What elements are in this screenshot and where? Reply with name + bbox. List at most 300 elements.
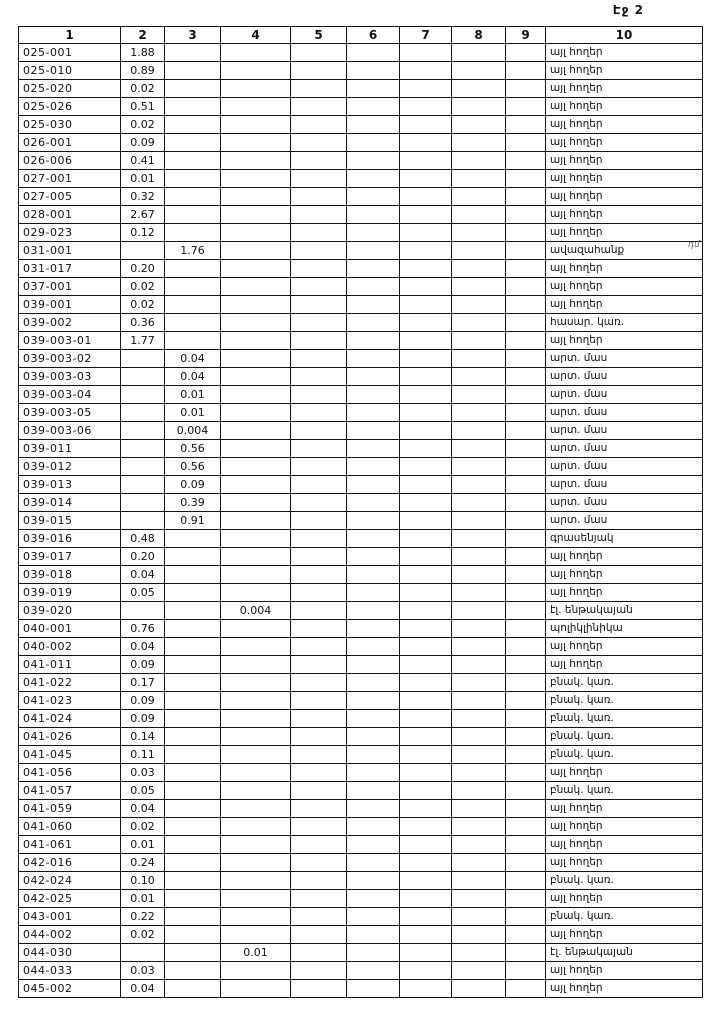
cell-col-6 bbox=[347, 674, 400, 692]
cell-col-5 bbox=[291, 854, 347, 872]
cell-col-9 bbox=[506, 584, 546, 602]
cell-col-4 bbox=[221, 224, 291, 242]
column-header-5: 5 bbox=[291, 27, 347, 44]
cell-col-10: այլ հողեր bbox=[546, 800, 703, 818]
table-row bbox=[19, 638, 703, 656]
cell-col-9 bbox=[506, 332, 546, 350]
cell-col-2: 0.48 bbox=[121, 530, 165, 548]
cell-col-3 bbox=[165, 62, 221, 80]
cell-col-1: 039-003-04 bbox=[19, 386, 121, 404]
cell-col-8 bbox=[452, 710, 506, 728]
cell-col-8 bbox=[452, 332, 506, 350]
cell-col-10: արտ. մաս bbox=[546, 350, 703, 368]
table-row bbox=[19, 458, 703, 476]
cell-col-1: 027-005 bbox=[19, 188, 121, 206]
cell-col-3 bbox=[165, 206, 221, 224]
cell-col-1: 039-019 bbox=[19, 584, 121, 602]
cell-col-2 bbox=[121, 242, 165, 260]
cell-col-10: բնակ. կառ. bbox=[546, 710, 703, 728]
table-row bbox=[19, 944, 703, 962]
cell-col-1: 026-006 bbox=[19, 152, 121, 170]
cell-col-10: այլ հողեր bbox=[546, 638, 703, 656]
cell-col-4 bbox=[221, 872, 291, 890]
cell-col-6 bbox=[347, 422, 400, 440]
cell-col-5 bbox=[291, 764, 347, 782]
cell-col-8 bbox=[452, 404, 506, 422]
cell-col-3: 0.004 bbox=[165, 422, 221, 440]
cell-col-8 bbox=[452, 278, 506, 296]
cell-col-7 bbox=[400, 458, 452, 476]
cell-col-3 bbox=[165, 188, 221, 206]
cell-col-5 bbox=[291, 512, 347, 530]
column-header-9: 9 bbox=[506, 27, 546, 44]
cell-col-6 bbox=[347, 728, 400, 746]
cell-col-10: բնակ. կառ. bbox=[546, 908, 703, 926]
cell-col-9 bbox=[506, 980, 546, 998]
cell-col-4 bbox=[221, 890, 291, 908]
cell-col-7 bbox=[400, 890, 452, 908]
table-row bbox=[19, 44, 703, 62]
cell-col-10: այլ հողեր bbox=[546, 260, 703, 278]
cell-col-8 bbox=[452, 728, 506, 746]
cell-col-8 bbox=[452, 836, 506, 854]
cell-col-3 bbox=[165, 818, 221, 836]
cell-col-10: արտ. մաս bbox=[546, 368, 703, 386]
cell-col-10: այլ հողեր bbox=[546, 764, 703, 782]
cell-col-2 bbox=[121, 494, 165, 512]
cell-col-10: արտ. մաս bbox=[546, 494, 703, 512]
cell-col-9 bbox=[506, 188, 546, 206]
cell-col-4 bbox=[221, 764, 291, 782]
cell-col-8 bbox=[452, 206, 506, 224]
cell-col-9 bbox=[506, 674, 546, 692]
cell-col-6 bbox=[347, 548, 400, 566]
cell-col-6 bbox=[347, 926, 400, 944]
cell-col-6 bbox=[347, 908, 400, 926]
table-row bbox=[19, 278, 703, 296]
cell-col-7 bbox=[400, 260, 452, 278]
cell-col-3 bbox=[165, 638, 221, 656]
cell-col-5 bbox=[291, 872, 347, 890]
table-row bbox=[19, 62, 703, 80]
cell-col-2: 0.14 bbox=[121, 728, 165, 746]
cell-col-9 bbox=[506, 710, 546, 728]
cell-col-10: այլ հողեր bbox=[546, 962, 703, 980]
cell-col-6 bbox=[347, 278, 400, 296]
cell-col-6 bbox=[347, 476, 400, 494]
table-row bbox=[19, 476, 703, 494]
cell-col-3 bbox=[165, 296, 221, 314]
page-number-label: Էջ 2 bbox=[612, 3, 644, 17]
cell-col-2: 0.09 bbox=[121, 710, 165, 728]
table-row bbox=[19, 800, 703, 818]
cell-col-3 bbox=[165, 80, 221, 98]
cell-col-7 bbox=[400, 674, 452, 692]
cell-col-5 bbox=[291, 818, 347, 836]
cell-col-7 bbox=[400, 818, 452, 836]
cell-col-7 bbox=[400, 602, 452, 620]
cell-col-5 bbox=[291, 80, 347, 98]
cell-col-1: 041-022 bbox=[19, 674, 121, 692]
cell-col-9 bbox=[506, 494, 546, 512]
cell-col-10: արտ. մաս bbox=[546, 386, 703, 404]
cell-col-4 bbox=[221, 800, 291, 818]
cell-col-9 bbox=[506, 764, 546, 782]
cell-col-2 bbox=[121, 944, 165, 962]
cell-col-10: այլ հողեր bbox=[546, 656, 703, 674]
table-row bbox=[19, 170, 703, 188]
cell-col-1: 037-001 bbox=[19, 278, 121, 296]
cell-col-6 bbox=[347, 62, 400, 80]
cell-col-6 bbox=[347, 980, 400, 998]
cell-col-8 bbox=[452, 818, 506, 836]
cell-col-8 bbox=[452, 944, 506, 962]
cell-col-3 bbox=[165, 332, 221, 350]
cell-col-8 bbox=[452, 224, 506, 242]
cell-col-8 bbox=[452, 458, 506, 476]
cell-col-2: 0.09 bbox=[121, 134, 165, 152]
cell-col-5 bbox=[291, 134, 347, 152]
table-row bbox=[19, 512, 703, 530]
cell-col-5 bbox=[291, 656, 347, 674]
table-row bbox=[19, 134, 703, 152]
cell-col-5 bbox=[291, 278, 347, 296]
cell-col-10: արտ. մաս bbox=[546, 458, 703, 476]
table-row bbox=[19, 242, 703, 260]
table-body bbox=[19, 44, 703, 998]
cell-col-6 bbox=[347, 494, 400, 512]
cell-col-10: այլ հողեր bbox=[546, 134, 703, 152]
table-row bbox=[19, 116, 703, 134]
cell-col-7 bbox=[400, 80, 452, 98]
cell-col-5 bbox=[291, 404, 347, 422]
cell-col-9 bbox=[506, 566, 546, 584]
cell-col-3 bbox=[165, 530, 221, 548]
cell-col-10: այլ հողեր bbox=[546, 566, 703, 584]
cell-col-7 bbox=[400, 728, 452, 746]
cell-col-5 bbox=[291, 224, 347, 242]
cell-col-7 bbox=[400, 512, 452, 530]
cell-col-10: այլ հողեր bbox=[546, 854, 703, 872]
cell-col-8 bbox=[452, 260, 506, 278]
table-row bbox=[19, 296, 703, 314]
cell-col-2: 1.88 bbox=[121, 44, 165, 62]
cell-col-8 bbox=[452, 188, 506, 206]
cell-col-6 bbox=[347, 440, 400, 458]
cell-col-4 bbox=[221, 746, 291, 764]
cell-col-2: 0.02 bbox=[121, 818, 165, 836]
cell-col-5 bbox=[291, 62, 347, 80]
cell-col-1: 031-001 bbox=[19, 242, 121, 260]
cell-col-3 bbox=[165, 98, 221, 116]
cell-col-4 bbox=[221, 368, 291, 386]
cell-col-1: 044-033 bbox=[19, 962, 121, 980]
cell-col-6 bbox=[347, 188, 400, 206]
cell-col-5 bbox=[291, 296, 347, 314]
cell-col-6 bbox=[347, 134, 400, 152]
margin-note: դմ bbox=[688, 240, 700, 250]
cell-col-4 bbox=[221, 836, 291, 854]
cell-col-5 bbox=[291, 494, 347, 512]
table-row bbox=[19, 980, 703, 998]
table-row bbox=[19, 332, 703, 350]
cell-col-5 bbox=[291, 890, 347, 908]
cell-col-1: 025-020 bbox=[19, 80, 121, 98]
table-row bbox=[19, 422, 703, 440]
cell-col-2: 1.77 bbox=[121, 332, 165, 350]
cell-col-1: 039-016 bbox=[19, 530, 121, 548]
cell-col-8 bbox=[452, 782, 506, 800]
cell-col-8 bbox=[452, 476, 506, 494]
cell-col-6 bbox=[347, 242, 400, 260]
cell-col-5 bbox=[291, 692, 347, 710]
table-row bbox=[19, 818, 703, 836]
cell-col-6 bbox=[347, 206, 400, 224]
table-row bbox=[19, 692, 703, 710]
table-row bbox=[19, 206, 703, 224]
cell-col-4 bbox=[221, 116, 291, 134]
cell-col-8 bbox=[452, 548, 506, 566]
cell-col-3 bbox=[165, 926, 221, 944]
cell-col-8 bbox=[452, 170, 506, 188]
cell-col-7 bbox=[400, 422, 452, 440]
cell-col-8 bbox=[452, 908, 506, 926]
cell-col-2: 0.01 bbox=[121, 170, 165, 188]
cell-col-2: 0.32 bbox=[121, 188, 165, 206]
table-row bbox=[19, 782, 703, 800]
cell-col-5 bbox=[291, 836, 347, 854]
cell-col-6 bbox=[347, 746, 400, 764]
cell-col-8 bbox=[452, 62, 506, 80]
cell-col-3 bbox=[165, 728, 221, 746]
cell-col-6 bbox=[347, 98, 400, 116]
cell-col-4 bbox=[221, 458, 291, 476]
table-row bbox=[19, 548, 703, 566]
cell-col-6 bbox=[347, 296, 400, 314]
table-row bbox=[19, 350, 703, 368]
cell-col-1: 039-003-05 bbox=[19, 404, 121, 422]
cell-col-2: 0.01 bbox=[121, 890, 165, 908]
cell-col-2: 0.12 bbox=[121, 224, 165, 242]
column-header-8: 8 bbox=[452, 27, 506, 44]
cell-col-6 bbox=[347, 512, 400, 530]
cell-col-10: այլ հողեր bbox=[546, 170, 703, 188]
cell-col-2: 0.04 bbox=[121, 566, 165, 584]
cell-col-3 bbox=[165, 152, 221, 170]
cell-col-5 bbox=[291, 944, 347, 962]
cell-col-1: 039-018 bbox=[19, 566, 121, 584]
cell-col-2: 0.41 bbox=[121, 152, 165, 170]
table-row bbox=[19, 872, 703, 890]
cell-col-9 bbox=[506, 152, 546, 170]
cell-col-5 bbox=[291, 332, 347, 350]
cell-col-4 bbox=[221, 440, 291, 458]
cell-col-7 bbox=[400, 134, 452, 152]
cell-col-10: այլ հողեր bbox=[546, 188, 703, 206]
cell-col-4 bbox=[221, 242, 291, 260]
cell-col-1: 039-020 bbox=[19, 602, 121, 620]
cell-col-2: 0.01 bbox=[121, 836, 165, 854]
cell-col-3 bbox=[165, 872, 221, 890]
cell-col-6 bbox=[347, 80, 400, 98]
cell-col-10: այլ հողեր bbox=[546, 584, 703, 602]
cell-col-1: 039-001 bbox=[19, 296, 121, 314]
cell-col-9 bbox=[506, 476, 546, 494]
cell-col-6 bbox=[347, 818, 400, 836]
cell-col-7 bbox=[400, 170, 452, 188]
cell-col-6 bbox=[347, 116, 400, 134]
cell-col-8 bbox=[452, 134, 506, 152]
cell-col-8 bbox=[452, 296, 506, 314]
cell-col-1: 039-012 bbox=[19, 458, 121, 476]
cell-col-9 bbox=[506, 728, 546, 746]
cell-col-7 bbox=[400, 926, 452, 944]
cell-col-9 bbox=[506, 440, 546, 458]
cell-col-8 bbox=[452, 872, 506, 890]
cell-col-10: այլ հողեր bbox=[546, 98, 703, 116]
cell-col-6 bbox=[347, 836, 400, 854]
cell-col-9 bbox=[506, 692, 546, 710]
cell-col-9 bbox=[506, 44, 546, 62]
cell-col-6 bbox=[347, 602, 400, 620]
cell-col-4 bbox=[221, 728, 291, 746]
cell-col-5 bbox=[291, 116, 347, 134]
cell-col-8 bbox=[452, 116, 506, 134]
cell-col-1: 045-002 bbox=[19, 980, 121, 998]
cell-col-3: 0.04 bbox=[165, 350, 221, 368]
cell-col-7 bbox=[400, 44, 452, 62]
column-header-3: 3 bbox=[165, 27, 221, 44]
cell-col-1: 041-056 bbox=[19, 764, 121, 782]
cell-col-5 bbox=[291, 170, 347, 188]
cell-col-7 bbox=[400, 350, 452, 368]
table-row bbox=[19, 656, 703, 674]
cell-col-10: այլ հողեր bbox=[546, 116, 703, 134]
cell-col-6 bbox=[347, 620, 400, 638]
table-row bbox=[19, 386, 703, 404]
cell-col-2 bbox=[121, 602, 165, 620]
cell-col-1: 041-011 bbox=[19, 656, 121, 674]
cell-col-8 bbox=[452, 962, 506, 980]
cell-col-6 bbox=[347, 800, 400, 818]
cell-col-6 bbox=[347, 782, 400, 800]
table-row bbox=[19, 404, 703, 422]
cell-col-8 bbox=[452, 674, 506, 692]
cell-col-10: բնակ. կառ. bbox=[546, 692, 703, 710]
cell-col-7 bbox=[400, 278, 452, 296]
cell-col-2 bbox=[121, 404, 165, 422]
cell-col-6 bbox=[347, 350, 400, 368]
cell-col-1: 039-013 bbox=[19, 476, 121, 494]
cell-col-7 bbox=[400, 116, 452, 134]
cell-col-10: բնակ. կառ. bbox=[546, 728, 703, 746]
table-row bbox=[19, 260, 703, 278]
cell-col-2: 0.02 bbox=[121, 80, 165, 98]
cell-col-1: 031-017 bbox=[19, 260, 121, 278]
cell-col-8 bbox=[452, 566, 506, 584]
cell-col-3: 0.56 bbox=[165, 440, 221, 458]
cell-col-8 bbox=[452, 440, 506, 458]
cell-col-3 bbox=[165, 44, 221, 62]
cell-col-5 bbox=[291, 620, 347, 638]
cell-col-1: 025-010 bbox=[19, 62, 121, 80]
cell-col-6 bbox=[347, 260, 400, 278]
cell-col-1: 039-003-02 bbox=[19, 350, 121, 368]
table-row bbox=[19, 620, 703, 638]
cell-col-2: 0.09 bbox=[121, 656, 165, 674]
cell-col-2: 0.02 bbox=[121, 116, 165, 134]
column-header-7: 7 bbox=[400, 27, 452, 44]
cell-col-10: այլ հողեր bbox=[546, 890, 703, 908]
cell-col-9 bbox=[506, 62, 546, 80]
cell-col-4 bbox=[221, 134, 291, 152]
cell-col-5 bbox=[291, 44, 347, 62]
cell-col-3 bbox=[165, 746, 221, 764]
cell-col-5 bbox=[291, 908, 347, 926]
cell-col-5 bbox=[291, 458, 347, 476]
cell-col-7 bbox=[400, 494, 452, 512]
cell-col-7 bbox=[400, 710, 452, 728]
cell-col-2 bbox=[121, 422, 165, 440]
cell-col-6 bbox=[347, 152, 400, 170]
cell-col-2: 0.05 bbox=[121, 782, 165, 800]
cell-col-7 bbox=[400, 782, 452, 800]
cell-col-7 bbox=[400, 962, 452, 980]
cell-col-6 bbox=[347, 530, 400, 548]
cell-col-5 bbox=[291, 584, 347, 602]
cell-col-3 bbox=[165, 710, 221, 728]
cell-col-3 bbox=[165, 134, 221, 152]
cell-col-8 bbox=[452, 80, 506, 98]
cell-col-9 bbox=[506, 818, 546, 836]
cell-col-10: այլ հողեր bbox=[546, 152, 703, 170]
cell-col-6 bbox=[347, 584, 400, 602]
cell-col-10: այլ հողեր bbox=[546, 62, 703, 80]
cell-col-4 bbox=[221, 674, 291, 692]
cell-col-7 bbox=[400, 746, 452, 764]
cell-col-10: այլ հողեր bbox=[546, 224, 703, 242]
cell-col-2 bbox=[121, 512, 165, 530]
cell-col-9 bbox=[506, 836, 546, 854]
cell-col-8 bbox=[452, 368, 506, 386]
cell-col-3: 0.01 bbox=[165, 386, 221, 404]
cell-col-3 bbox=[165, 170, 221, 188]
cell-col-3 bbox=[165, 116, 221, 134]
cell-col-1: 040-002 bbox=[19, 638, 121, 656]
cell-col-7 bbox=[400, 656, 452, 674]
cell-col-2: 0.20 bbox=[121, 260, 165, 278]
cell-col-9 bbox=[506, 530, 546, 548]
cell-col-2: 0.04 bbox=[121, 800, 165, 818]
cell-col-8 bbox=[452, 98, 506, 116]
cell-col-9 bbox=[506, 134, 546, 152]
cell-col-8 bbox=[452, 620, 506, 638]
cell-col-8 bbox=[452, 656, 506, 674]
cell-col-7 bbox=[400, 206, 452, 224]
cell-col-5 bbox=[291, 638, 347, 656]
cell-col-3 bbox=[165, 548, 221, 566]
cell-col-5 bbox=[291, 260, 347, 278]
cell-col-8 bbox=[452, 422, 506, 440]
cell-col-3 bbox=[165, 620, 221, 638]
cell-col-10: այլ հողեր bbox=[546, 980, 703, 998]
cell-col-1: 039-011 bbox=[19, 440, 121, 458]
cell-col-4 bbox=[221, 386, 291, 404]
cell-col-1: 041-057 bbox=[19, 782, 121, 800]
cell-col-10: այլ հողեր bbox=[546, 80, 703, 98]
cell-col-5 bbox=[291, 548, 347, 566]
cell-col-4 bbox=[221, 782, 291, 800]
